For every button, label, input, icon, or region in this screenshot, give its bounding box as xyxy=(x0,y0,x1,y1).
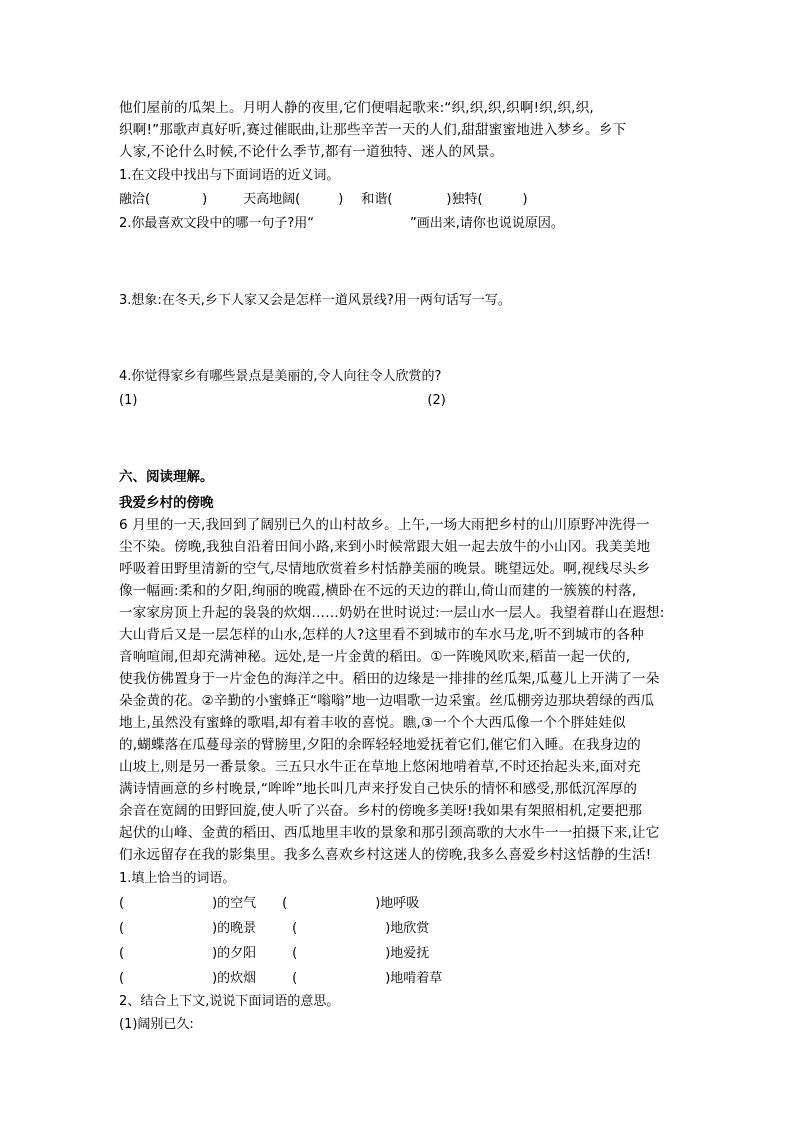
fill-open: ( xyxy=(119,896,125,911)
q2-prompt-part1: 2.你最喜欢文段中的哪一句子?用“ xyxy=(119,216,315,231)
passage-line: 一家家房顶上升起的袅袅的炊烟……奶奶在世时说过:一层山水一层人。我望着群山在遐想: xyxy=(119,605,665,621)
passage-line: 余音在宽阔的田野回旋,使人听了兴奋。乡村的傍晚多美呀!我如果有架照相机,定要把那 xyxy=(119,803,643,819)
fill-open: ( xyxy=(119,971,125,986)
fill-close-noun: )的空气 xyxy=(212,896,257,911)
fill-close-verb: )地啃着草 xyxy=(385,971,443,986)
passage-title: 我爱乡村的傍晚 xyxy=(119,495,214,511)
fill-row xyxy=(119,968,442,990)
q2-prompt-part2: ”画出来,请你也说说原因。 xyxy=(410,216,564,231)
passage-line: 们永远留存在我的影集里。我多么喜欢乡村这迷人的傍晚,我多么喜爱乡村这恬静的生活! xyxy=(119,847,652,863)
passage-line: 山坡上,则是另一番景象。三五只水牛正在草地上悠闲地啃着草,不时还抬起头来,面对充 xyxy=(119,759,641,775)
passage-line: 6 月里的一天,我回到了阔别已久的山村故乡。上午,一场大雨把乡村的山川原野冲洗得一 xyxy=(119,517,650,533)
q2-prompt xyxy=(119,213,564,235)
passage-line: 满诗情画意的乡村晚景,“哞哞”地长叫几声来抒发自己快乐的情怀和感受,那低沉浑厚的 xyxy=(119,781,638,797)
fill-open: ( xyxy=(292,921,298,936)
q4-answers-row xyxy=(119,390,446,412)
q4-prompt: 4.你觉得家乡有哪些景点是美丽的,令人向往令人欣赏的? xyxy=(119,369,442,384)
q1-word-4-close: ) xyxy=(522,192,528,207)
reading-q1-prompt: 1.填上恰当的词语。 xyxy=(119,871,236,886)
fill-row xyxy=(119,943,429,965)
passage-line: 音响喧闹,但却充满神秘。远处,是一片金黄的稻田。①一阵晚风吹来,稻苗一起一伏的, xyxy=(119,649,631,665)
q1-words-row xyxy=(119,189,528,211)
fill-open: ( xyxy=(292,946,298,961)
passage-line: 大山背后又是一层怎样的山水,怎样的人?这里看不到城市的车水马龙,听不到城市的各种 xyxy=(119,627,644,643)
q1-word-3-open: 和谐( xyxy=(361,192,393,207)
fill-row xyxy=(119,893,419,915)
q1-word-2-close: ) xyxy=(338,192,344,207)
q1-word-2-open: 天高地阔( xyxy=(243,192,301,207)
section-6-heading: 六、阅读理解。 xyxy=(119,469,214,485)
fill-close-verb: )地欣赏 xyxy=(385,921,430,936)
q1-word-3-close: )独特( xyxy=(446,192,483,207)
fill-open: ( xyxy=(119,921,125,936)
fill-close-noun: )的炊烟 xyxy=(212,971,257,986)
intro-line-3: 人家,不论什么时候,不论什么季节,都有一道独特、迷人的风景。 xyxy=(119,144,504,160)
reading-q2-item-1: (1)阔别已久: xyxy=(119,1017,194,1032)
fill-open: ( xyxy=(282,896,288,911)
reading-q2-prompt: 2、结合上下文,说说下面词语的意思。 xyxy=(119,994,340,1009)
fill-close-noun: )的夕阳 xyxy=(212,946,257,961)
intro-line-1: 他们屋前的瓜架上。月明人静的夜里,它们便唱起歌来:“织,织,织,织啊!织,织,织, xyxy=(119,100,594,116)
fill-close-verb: )地呼吸 xyxy=(375,896,420,911)
passage-line: 地上,虽然没有蜜蜂的歌唱,却有着丰收的喜悦。瞧,③一个个大西瓜像一个个胖娃娃似 xyxy=(119,715,626,731)
passage-line: 朵金黄的花。②辛勤的小蜜蜂正“嗡嗡”地一边唱歌一边采蜜。丝瓜棚旁边那块碧绿的西瓜 xyxy=(119,693,655,709)
q3-prompt: 3.想象:在冬天,乡下人家又会是怎样一道风景线?用一两句话写一写。 xyxy=(119,293,511,308)
intro-line-2: 织啊!”那歌声真好听,赛过催眠曲,让那些辛苦一天的人们,甜甜蜜蜜地进入梦乡。乡下 xyxy=(119,122,627,138)
fill-close-verb: )地爱抚 xyxy=(385,946,430,961)
passage-line: 尘不染。傍晚,我独自沿着田间小路,来到小时候常跟大姐一起去放牛的小山冈。我美美地 xyxy=(119,539,651,555)
fill-open: ( xyxy=(119,946,125,961)
fill-open: ( xyxy=(292,971,298,986)
fill-close-noun: )的晚景 xyxy=(212,921,257,936)
q4-answer-2-label: (2) xyxy=(427,393,446,408)
passage-line: 起伏的山峰、金黄的稻田、西瓜地里丰收的景象和那引颈高歌的大水牛一一拍摄下来,让它 xyxy=(119,825,660,841)
passage-line: 呼吸着田野里清新的空气,尽情地欣赏着乡村恬静美丽的晚景。眺望远处。啊,视线尽头乡 xyxy=(119,561,651,577)
q1-word-1-close: ) xyxy=(202,192,208,207)
q1-prompt: 1.在文段中找出与下面词语的近义词。 xyxy=(119,168,340,183)
passage-line: 像一幅画:柔和的夕阳,绚丽的晚霞,横卧在不远的天边的群山,倚山而建的一簇簇的村落, xyxy=(119,583,637,599)
fill-row xyxy=(119,918,429,940)
q4-answer-1-label: (1) xyxy=(119,393,138,408)
passage-line: 的,蝴蝶落在瓜蔓母亲的臂膀里,夕阳的余晖轻轻地爱抚着它们,催它们入睡。在我身边的 xyxy=(119,737,641,753)
q1-word-1-open: 融洽( xyxy=(119,192,151,207)
passage-line: 使我仿佛置身于一片金色的海洋之中。稻田的边缘是一排排的丝瓜架,瓜蔓儿上开满了一朵 xyxy=(119,671,660,687)
